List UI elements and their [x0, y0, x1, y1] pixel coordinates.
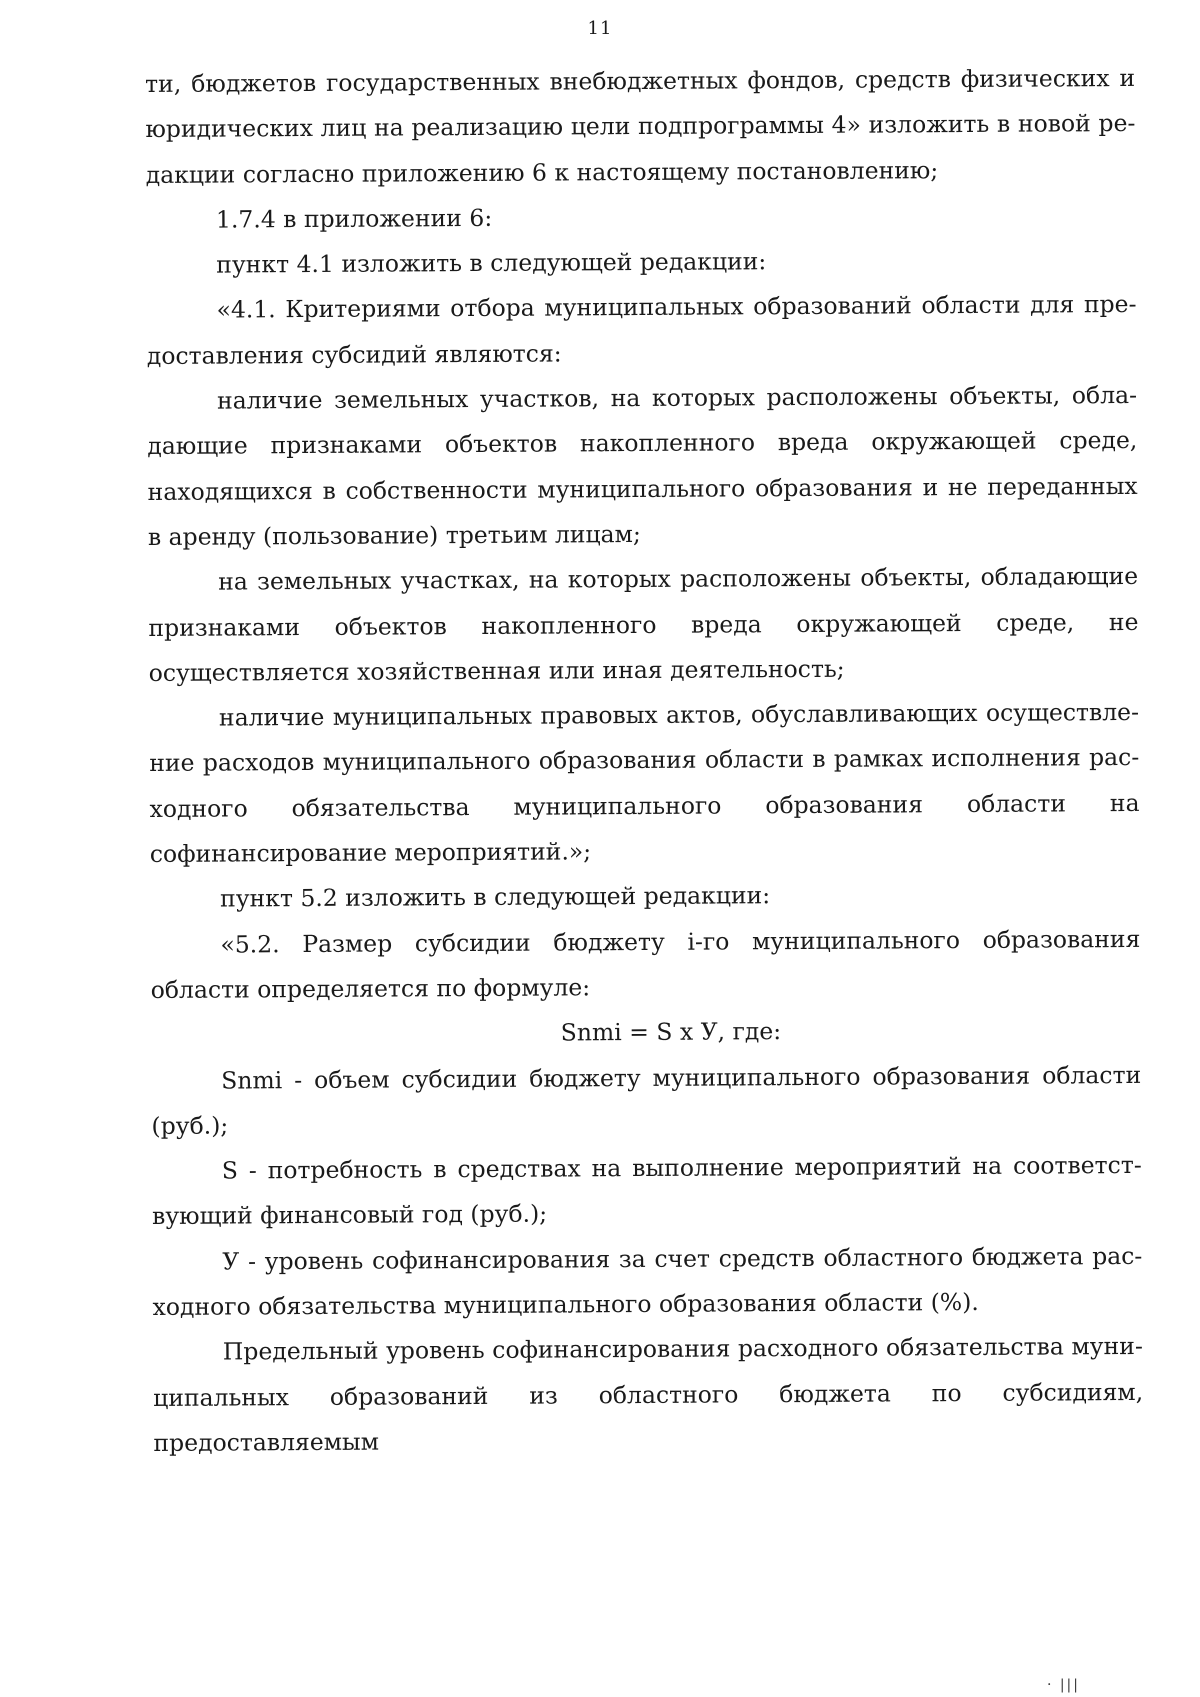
paragraph: на земельных участках, на которых расположены объекты, обладающие признаками объектов накопленного вреда окружающей среде, не осуществляется хозяйственная или иная деятельность;	[148, 562, 1139, 687]
formula: Snmi = S x У, где:	[560, 1017, 782, 1047]
paragraph: «5.2. Размер субсидии бюджету i-го муниципального образования области определяется по формуле:	[150, 924, 1141, 1004]
document-body	[145, 56, 1144, 1466]
paragraph: 1.7.4 в приложении 6:	[215, 203, 493, 234]
paragraph: пункт 5.2 изложить в следующей редакции:	[220, 881, 771, 913]
closing-paragraph: Предельный уровень софинансирования расходного обязательства муниципальных образований из областного бюджета по субсидиям, предоставляемым	[153, 1332, 1144, 1457]
definition: Snmi - объем субсидии бюджету муниципального образования области (руб.);	[151, 1060, 1142, 1140]
paragraph: наличие муниципальных правовых актов, обуславливающих осуществление расходов муниципального образования области в рамках исполнения расходного обязательства муниципального образования области на софинансирование мероприятий.»;	[149, 698, 1140, 869]
page-number: 11	[587, 18, 613, 39]
definition: У - уровень софинансирования за счет средств областного бюджета расходного обязательства муниципального образования области (%).	[152, 1241, 1143, 1321]
scan-artifact-mark: · |||	[1046, 1677, 1080, 1693]
paragraph: пункт 4.1 изложить в следующей редакции:	[216, 247, 767, 279]
paragraph: ти, бюджетов государственных внебюджетных фондов, средств физических и юридических лиц на реализацию цели подпрограммы 4» изложить в новой редакции согласно приложению 6 к настоящему постановлению;	[145, 63, 1136, 189]
definition: S - потребность в средствах на выполнение мероприятий на соответствующий финансовый год (руб.);	[151, 1151, 1142, 1231]
paragraph: «4.1. Критериями отбора муниципальных образований области для предоставления субсидий являются:	[146, 290, 1137, 370]
paragraph: наличие земельных участков, на которых расположены объекты, обладающие признаками объектов накопленного вреда окружающей среде, находящихся в собственности муниципального образования и не переданных в аренду (пользование) третьим лицам;	[147, 381, 1138, 551]
